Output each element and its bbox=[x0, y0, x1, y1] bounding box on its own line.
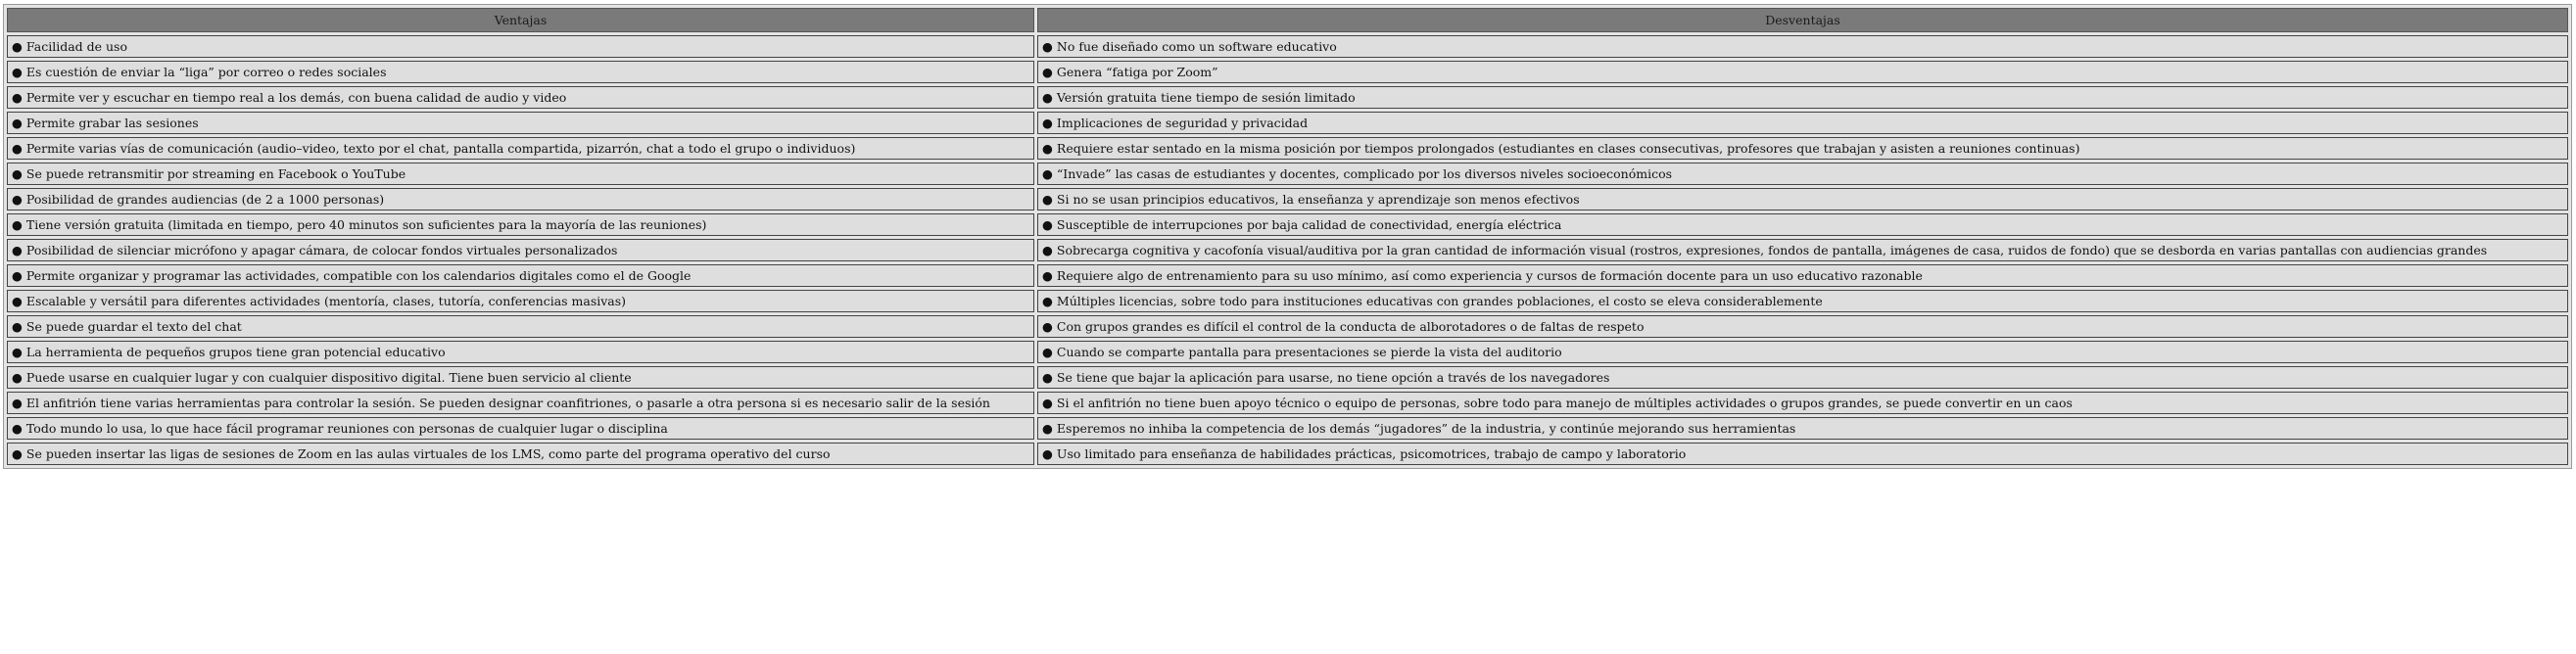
disadvantage-text: Cuando se comparte pantalla para presentaciones se pierde la vista del auditorio bbox=[1056, 345, 1562, 359]
bullet-icon: ● bbox=[12, 268, 23, 283]
advantage-cell bbox=[7, 239, 1034, 261]
disadvantage-cell bbox=[1037, 366, 2568, 389]
header-ventajas: Ventajas bbox=[7, 8, 1034, 32]
bullet-icon: ● bbox=[12, 294, 23, 308]
advantage-text: Es cuestión de enviar la “liga” por correo o redes sociales bbox=[25, 65, 387, 79]
bullet-icon: ● bbox=[1042, 268, 1053, 283]
disadvantage-cell bbox=[1037, 163, 2568, 185]
bullet-icon: ● bbox=[1042, 90, 1053, 105]
advantage-text: Permite grabar las sesiones bbox=[25, 116, 199, 130]
advantage-text: Puede usarse en cualquier lugar y con cualquier dispositivo digital. Tiene buen servicio al cliente bbox=[25, 370, 632, 385]
table-row bbox=[7, 264, 2568, 287]
disadvantage-text: Múltiples licencias, sobre todo para instituciones educativas con grandes poblaciones, el costo se eleva considerablemente bbox=[1056, 294, 1823, 308]
bullet-icon: ● bbox=[1042, 421, 1053, 436]
disadvantage-text: Implicaciones de seguridad y privacidad bbox=[1056, 116, 1309, 130]
disadvantage-cell bbox=[1037, 315, 2568, 338]
bullet-icon: ● bbox=[12, 116, 23, 130]
advantage-cell bbox=[7, 35, 1034, 58]
bullet-icon: ● bbox=[12, 90, 23, 105]
disadvantage-cell bbox=[1037, 443, 2568, 465]
advantage-text: Se puede retransmitir por streaming en Facebook o YouTube bbox=[25, 166, 406, 181]
disadvantage-text: Genera “fatiga por Zoom” bbox=[1056, 65, 1218, 79]
bullet-icon: ● bbox=[1042, 141, 1053, 156]
disadvantage-text: Susceptible de interrupciones por baja calidad de conectividad, energía eléctrica bbox=[1056, 217, 1562, 232]
disadvantage-cell bbox=[1037, 290, 2568, 312]
table-row bbox=[7, 112, 2568, 134]
advantage-cell bbox=[7, 417, 1034, 440]
table-row bbox=[7, 341, 2568, 363]
disadvantage-text: Si no se usan principios educativos, la enseñanza y aprendizaje son menos efectivos bbox=[1056, 192, 1580, 207]
advantage-text: Tiene versión gratuita (limitada en tiempo, pero 40 minutos son suficientes para la mayoría de las reuniones) bbox=[25, 217, 707, 232]
disadvantage-cell bbox=[1037, 112, 2568, 134]
bullet-icon: ● bbox=[1042, 446, 1053, 461]
table-body bbox=[7, 35, 2568, 465]
bullet-icon: ● bbox=[12, 141, 23, 156]
disadvantage-text: “Invade” las casas de estudiantes y docentes, complicado por los diversos niveles socioeconómicos bbox=[1056, 166, 1673, 181]
advantage-text: Permite organizar y programar las actividades, compatible con los calendarios digitales como el de Google bbox=[25, 268, 692, 283]
advantage-cell bbox=[7, 366, 1034, 389]
advantage-cell bbox=[7, 163, 1034, 185]
disadvantage-cell bbox=[1037, 417, 2568, 440]
table-row bbox=[7, 86, 2568, 109]
advantage-cell bbox=[7, 392, 1034, 414]
advantage-cell bbox=[7, 86, 1034, 109]
table-row bbox=[7, 188, 2568, 210]
disadvantage-text: No fue diseñado como un software educativo bbox=[1056, 39, 1337, 54]
disadvantage-text: Requiere estar sentado en la misma posición por tiempos prolongados (estudiantes en clases consecutivas, profesores que trabajan y asisten a reuniones continuas) bbox=[1056, 141, 2080, 156]
advantage-cell bbox=[7, 443, 1034, 465]
advantage-cell bbox=[7, 264, 1034, 287]
disadvantage-text: Con grupos grandes es difícil el control de la conducta de alborotadores o de faltas de respeto bbox=[1056, 319, 1645, 334]
table-row bbox=[7, 213, 2568, 236]
advantage-text: Permite ver y escuchar en tiempo real a los demás, con buena calidad de audio y video bbox=[25, 90, 567, 105]
table-row bbox=[7, 392, 2568, 414]
disadvantage-text: Esperemos no inhiba la competencia de los demás “jugadores” de la industria, y continúe mejorando sus herramientas bbox=[1056, 421, 1796, 436]
disadvantage-cell bbox=[1037, 392, 2568, 414]
bullet-icon: ● bbox=[1042, 243, 1053, 257]
disadvantage-cell bbox=[1037, 61, 2568, 83]
table-row bbox=[7, 443, 2568, 465]
bullet-icon: ● bbox=[12, 166, 23, 181]
header-desventajas: Desventajas bbox=[1037, 8, 2568, 32]
bullet-icon: ● bbox=[1042, 166, 1053, 181]
table-row bbox=[7, 366, 2568, 389]
bullet-icon: ● bbox=[1042, 192, 1053, 207]
bullet-icon: ● bbox=[12, 396, 23, 410]
advantage-text: Se puede guardar el texto del chat bbox=[25, 319, 242, 334]
disadvantage-text: Si el anfitrión no tiene buen apoyo técnico o equipo de personas, sobre todo para manejo de múltiples actividades o grupos grandes, se puede convertir en un caos bbox=[1056, 396, 2073, 410]
advantage-cell bbox=[7, 112, 1034, 134]
advantage-text: Posibilidad de grandes audiencias (de 2 a 1000 personas) bbox=[25, 192, 385, 207]
bullet-icon: ● bbox=[12, 319, 23, 334]
bullet-icon: ● bbox=[1042, 217, 1053, 232]
disadvantage-text: Versión gratuita tiene tiempo de sesión limitado bbox=[1056, 90, 1356, 105]
comparison-table-wrapper bbox=[3, 4, 2572, 469]
disadvantage-cell bbox=[1037, 213, 2568, 236]
bullet-icon: ● bbox=[1042, 39, 1053, 54]
advantage-text: Todo mundo lo usa, lo que hace fácil programar reuniones con personas de cualquier lugar o disciplina bbox=[25, 421, 668, 436]
bullet-icon: ● bbox=[12, 370, 23, 385]
table-row bbox=[7, 163, 2568, 185]
bullet-icon: ● bbox=[12, 192, 23, 207]
table-row bbox=[7, 290, 2568, 312]
advantage-text: Permite varias vías de comunicación (audio–video, texto por el chat, pantalla compartida, pizarrón, chat a todo el grupo o individuos) bbox=[25, 141, 856, 156]
bullet-icon: ● bbox=[12, 65, 23, 79]
advantage-cell bbox=[7, 188, 1034, 210]
disadvantage-cell bbox=[1037, 239, 2568, 261]
bullet-icon: ● bbox=[1042, 370, 1053, 385]
advantage-cell bbox=[7, 290, 1034, 312]
disadvantage-text: Sobrecarga cognitiva y cacofonía visual/auditiva por la gran cantidad de información visual (rostros, expresiones, fondos de pantalla, imágenes de casa, ruidos de fondo) que se desborda en varias pantallas con audiencias grandes bbox=[1056, 243, 2488, 257]
bullet-icon: ● bbox=[1042, 116, 1053, 130]
advantage-cell bbox=[7, 213, 1034, 236]
advantage-text: Facilidad de uso bbox=[25, 39, 127, 54]
bullet-icon: ● bbox=[12, 345, 23, 359]
bullet-icon: ● bbox=[1042, 294, 1053, 308]
table-row bbox=[7, 137, 2568, 160]
table-row bbox=[7, 35, 2568, 58]
bullet-icon: ● bbox=[1042, 345, 1053, 359]
disadvantage-cell bbox=[1037, 86, 2568, 109]
advantage-cell bbox=[7, 137, 1034, 160]
bullet-icon: ● bbox=[12, 446, 23, 461]
advantage-cell bbox=[7, 61, 1034, 83]
advantage-text: El anfitrión tiene varias herramientas para controlar la sesión. Se pueden designar coanfitriones, o pasarle a otra persona si es necesario salir de la sesión bbox=[25, 396, 990, 410]
bullet-icon: ● bbox=[12, 217, 23, 232]
bullet-icon: ● bbox=[12, 39, 23, 54]
disadvantage-cell bbox=[1037, 137, 2568, 160]
disadvantage-text: Requiere algo de entrenamiento para su uso mínimo, así como experiencia y cursos de formación docente para un uso educativo razonable bbox=[1056, 268, 1923, 283]
table-row bbox=[7, 315, 2568, 338]
bullet-icon: ● bbox=[12, 421, 23, 436]
advantage-text: Posibilidad de silenciar micrófono y apagar cámara, de colocar fondos virtuales personalizados bbox=[25, 243, 618, 257]
table-row bbox=[7, 61, 2568, 83]
disadvantage-cell bbox=[1037, 188, 2568, 210]
bullet-icon: ● bbox=[1042, 65, 1053, 79]
disadvantage-cell bbox=[1037, 264, 2568, 287]
advantage-text: Se pueden insertar las ligas de sesiones de Zoom en las aulas virtuales de los LMS, como parte del programa operativo del curso bbox=[25, 446, 831, 461]
advantage-cell bbox=[7, 341, 1034, 363]
disadvantage-cell bbox=[1037, 341, 2568, 363]
table-header-row bbox=[7, 8, 2568, 32]
bullet-icon: ● bbox=[1042, 396, 1053, 410]
advantage-cell bbox=[7, 315, 1034, 338]
disadvantage-cell bbox=[1037, 35, 2568, 58]
advantage-text: Escalable y versátil para diferentes actividades (mentoría, clases, tutoría, conferencias masivas) bbox=[25, 294, 627, 308]
disadvantage-text: Uso limitado para enseñanza de habilidades prácticas, psicomotrices, trabajo de campo y laboratorio bbox=[1056, 446, 1687, 461]
advantage-text: La herramienta de pequeños grupos tiene gran potencial educativo bbox=[25, 345, 446, 359]
bullet-icon: ● bbox=[1042, 319, 1053, 334]
advantages-disadvantages-table bbox=[3, 4, 2572, 469]
bullet-icon: ● bbox=[12, 243, 23, 257]
table-row bbox=[7, 417, 2568, 440]
table-row bbox=[7, 239, 2568, 261]
disadvantage-text: Se tiene que bajar la aplicación para usarse, no tiene opción a través de los navegadores bbox=[1056, 370, 1610, 385]
